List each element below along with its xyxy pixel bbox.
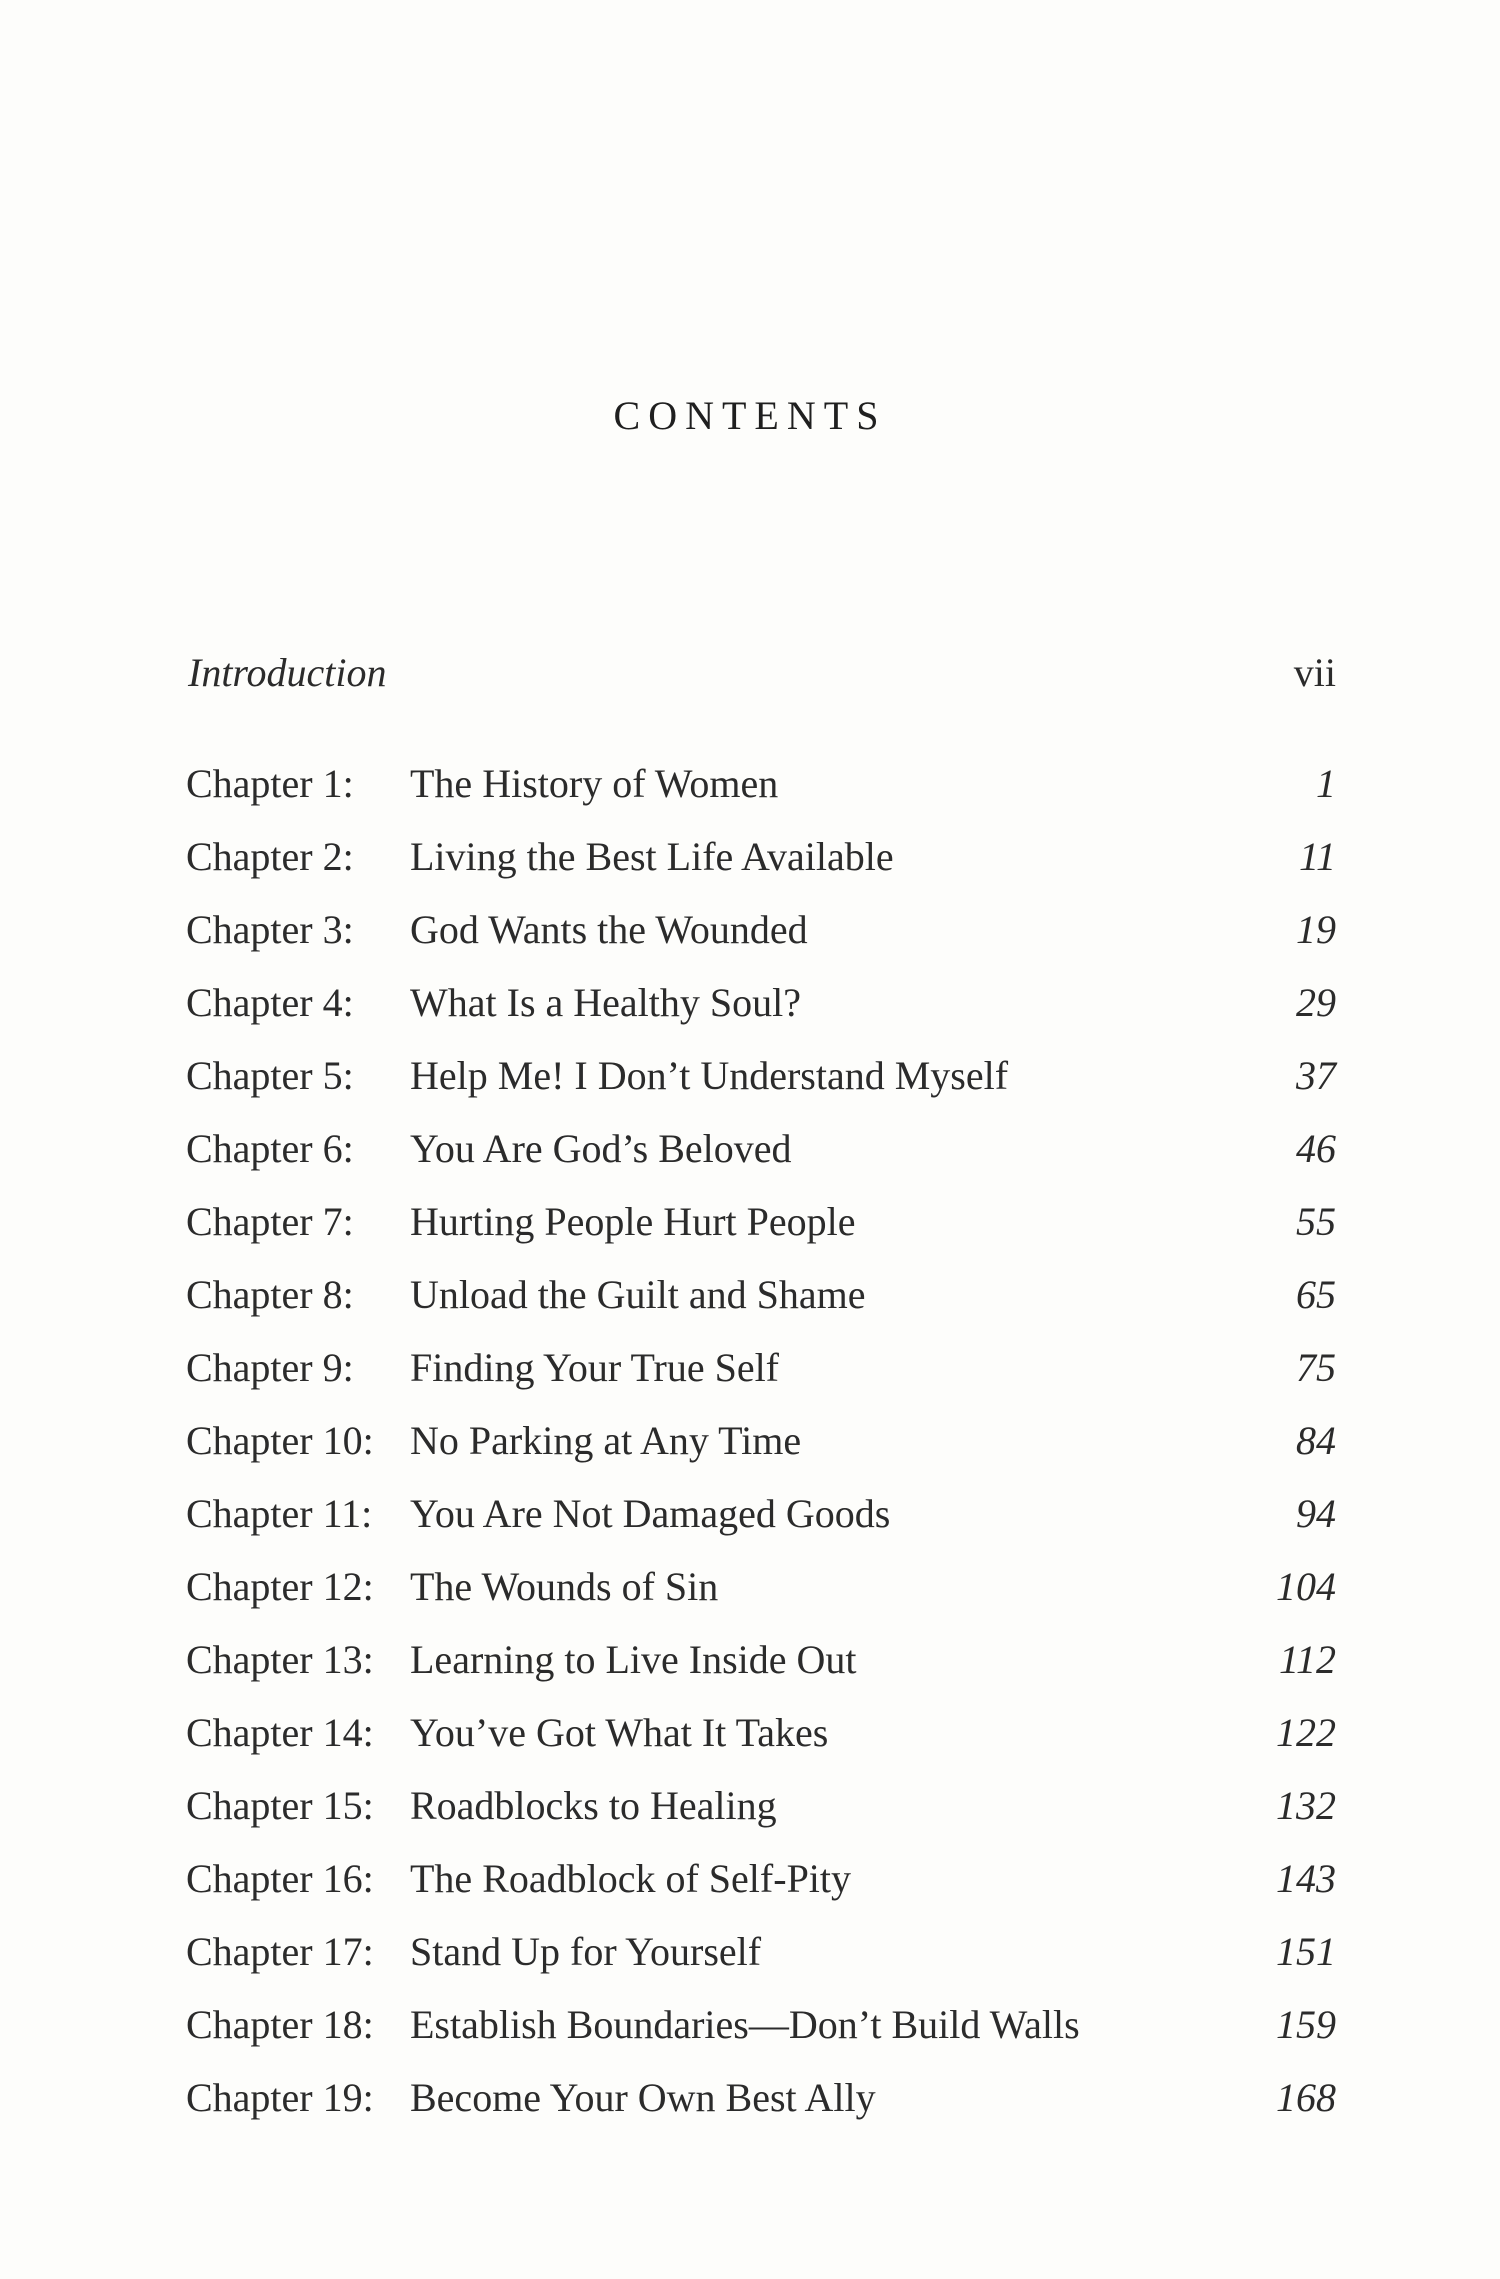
- chapter-title: Learning to Live Inside Out: [410, 1637, 857, 1682]
- toc-entry[interactable]: [186, 1413, 1336, 1486]
- chapter-title: Roadblocks to Healing: [410, 1783, 777, 1828]
- chapter-number: Chapter 7:: [186, 1199, 354, 1244]
- chapter-number: Chapter 2:: [186, 834, 354, 879]
- chapter-number: Chapter 12:: [186, 1564, 374, 1609]
- toc-entry[interactable]: [186, 1486, 1336, 1559]
- chapter-page-number: 112: [1278, 1637, 1336, 1682]
- toc-entry[interactable]: [186, 975, 1336, 1048]
- chapter-number: Chapter 6:: [186, 1126, 354, 1171]
- toc-entry[interactable]: [186, 1340, 1336, 1413]
- chapter-title: Unload the Guilt and Shame: [410, 1272, 866, 1317]
- chapter-number: Chapter 14:: [186, 1710, 374, 1755]
- chapter-list: [186, 756, 1336, 2143]
- introduction-label: Introduction: [188, 650, 387, 695]
- chapter-page-number: 37: [1296, 1053, 1336, 1098]
- toc-entry[interactable]: [186, 1121, 1336, 1194]
- chapter-number: Chapter 3:: [186, 907, 354, 952]
- toc-entry[interactable]: [186, 756, 1336, 829]
- chapter-title: You Are God’s Beloved: [410, 1126, 792, 1171]
- chapter-page-number: 29: [1296, 980, 1336, 1025]
- chapter-number: Chapter 11:: [186, 1491, 373, 1536]
- toc-entry[interactable]: [186, 1559, 1336, 1632]
- chapter-title: The Roadblock of Self-Pity: [410, 1856, 852, 1901]
- chapter-page-number: 122: [1276, 1710, 1336, 1755]
- chapter-page-number: 55: [1296, 1199, 1336, 1244]
- toc-entry-introduction[interactable]: [188, 645, 1336, 701]
- chapter-page-number: 46: [1296, 1126, 1336, 1171]
- toc-entry[interactable]: [186, 1632, 1336, 1705]
- chapter-title: The Wounds of Sin: [410, 1564, 719, 1609]
- chapter-page-number: 1: [1316, 761, 1336, 806]
- chapter-number: Chapter 17:: [186, 1929, 374, 1974]
- chapter-title: What Is a Healthy Soul?: [410, 980, 801, 1025]
- chapter-title: The History of Women: [410, 761, 779, 806]
- toc-entry[interactable]: [186, 1778, 1336, 1851]
- chapter-number: Chapter 1:: [186, 761, 354, 806]
- chapter-page-number: 151: [1276, 1929, 1336, 1974]
- toc-entry[interactable]: [186, 1924, 1336, 1997]
- toc-entry[interactable]: [186, 1705, 1336, 1778]
- chapter-title: Finding Your True Self: [410, 1345, 780, 1390]
- chapter-page-number: 132: [1276, 1783, 1336, 1828]
- chapter-number: Chapter 5:: [186, 1053, 354, 1098]
- toc-entry[interactable]: [186, 1997, 1336, 2070]
- chapter-title: Living the Best Life Available: [410, 834, 894, 879]
- toc-entry[interactable]: [186, 1048, 1336, 1121]
- chapter-number: Chapter 8:: [186, 1272, 354, 1317]
- toc-entry[interactable]: [186, 1267, 1336, 1340]
- chapter-page-number: 168: [1276, 2075, 1336, 2120]
- chapter-page-number: 94: [1296, 1491, 1336, 1536]
- chapter-title: God Wants the Wounded: [410, 907, 808, 952]
- chapter-title: Stand Up for Yourself: [410, 1929, 762, 1974]
- chapter-page-number: 104: [1276, 1564, 1336, 1609]
- chapter-page-number: 159: [1276, 2002, 1336, 2047]
- chapter-title: Become Your Own Best Ally: [410, 2075, 876, 2120]
- chapter-number: Chapter 18:: [186, 2002, 374, 2047]
- chapter-page-number: 84: [1296, 1418, 1336, 1463]
- chapter-number: Chapter 4:: [186, 980, 354, 1025]
- toc-entry[interactable]: [186, 1851, 1336, 1924]
- introduction-page-number: vii: [1293, 650, 1336, 695]
- toc-entry[interactable]: [186, 902, 1336, 975]
- chapter-page-number: 11: [1298, 834, 1336, 879]
- chapter-title: You’ve Got What It Takes: [410, 1710, 829, 1755]
- chapter-number: Chapter 15:: [186, 1783, 374, 1828]
- page-title: CONTENTS: [613, 393, 887, 438]
- chapter-number: Chapter 19:: [186, 2075, 374, 2120]
- toc-entry[interactable]: [186, 1194, 1336, 1267]
- chapter-number: Chapter 10:: [186, 1418, 374, 1463]
- chapter-page-number: 65: [1296, 1272, 1336, 1317]
- toc-entry[interactable]: [186, 2070, 1336, 2143]
- chapter-page-number: 75: [1296, 1345, 1336, 1390]
- chapter-page-number: 19: [1296, 907, 1336, 952]
- chapter-number: Chapter 16:: [186, 1856, 374, 1901]
- chapter-title: You Are Not Damaged Goods: [410, 1491, 891, 1536]
- chapter-title: Establish Boundaries—Don’t Build Walls: [410, 2002, 1080, 2047]
- chapter-title: Hurting People Hurt People: [410, 1199, 856, 1244]
- chapter-number: Chapter 13:: [186, 1637, 374, 1682]
- chapter-number: Chapter 9:: [186, 1345, 354, 1390]
- chapter-title: No Parking at Any Time: [410, 1418, 802, 1463]
- chapter-title: Help Me! I Don’t Understand Myself: [410, 1053, 1009, 1098]
- chapter-page-number: 143: [1276, 1856, 1336, 1901]
- toc-entry[interactable]: [186, 829, 1336, 902]
